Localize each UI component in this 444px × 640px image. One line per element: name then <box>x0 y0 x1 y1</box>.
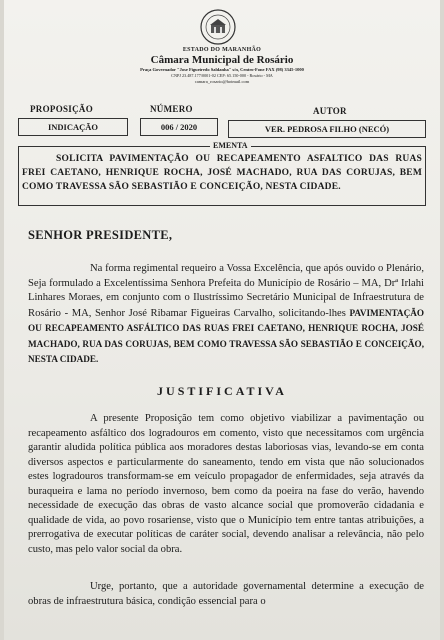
state-name: ESTADO DO MARANHÃO <box>182 47 262 53</box>
chamber-address: Praça Governador "Jose Figueiredo Saldanha" s/n, Centro-Fone FAX (98) 3345-1000 <box>140 67 304 72</box>
ementa-label: EMENTA <box>210 141 251 150</box>
justification-title: JUSTIFICATIVA <box>157 384 287 398</box>
chamber-name: Câmara Municipal de Rosário <box>150 54 294 66</box>
numero-value: 006 / 2020 <box>140 118 218 136</box>
chamber-cnpj: CNPJ 23.487.177/0001-02 CEP: 65.150-000 - Rosário - MA <box>171 73 273 78</box>
request-bold-text: PAVIMENTAÇÃO OU RECAPEAMENTO ASFÁLTICO DAS RUAS FREI CAETANO, HENRIQUE ROCHA, JOSÉ MACHADO, RUA DAS CORUJAS, BEM COMO TRAVESSA SÃO SEBASTIÃO E CONCEIÇÃO, NESTA CIDADE. <box>28 307 424 364</box>
ementa-text: SOLICITA PAVIMENTAÇÃO OU RECAPEAMENTO ASFALTICO DAS RUAS FREI CAETANO, HENRIQUE ROCHA, JOSÉ MACHADO, RUA DAS CORUJAS, BEM COMO TRAVESSA SÃO SEBASTIÃO E CONCEIÇÃO, NESTA CIDADE. <box>22 154 422 192</box>
closing-paragraph: Urge, portanto, que a autoridade governamental determine a execução de obras de infraestrutura básica, condição essencial para o <box>28 581 424 607</box>
autor-label: AUTOR <box>313 106 347 116</box>
proposicao-value: INDICAÇÃO <box>18 118 128 136</box>
proposicao-label: PROPOSIÇÃO <box>30 104 94 114</box>
numero-label: NÚMERO <box>150 104 193 114</box>
chamber-email: camara_rosario@hotmail.com <box>194 79 250 84</box>
autor-value: VER. PEDROSA FILHO (NECÓ) <box>228 120 426 138</box>
request-text: Na forma regimental requeiro a Vossa Excelência, que após ouvido o Plenário, Seja formulado a Excelentíssima Senhora Prefeita do Município de Rosário – MA, Drª Irlahi Linhares Moraes, em conjunto com o Ilustríssimo Secretário Municipal de Infraestrutura de Rosário - MA, Senhor José Ribamar Figueiras Carvalho, solicitando-lhes <box>28 263 424 319</box>
seal-icon <box>199 8 237 46</box>
request-paragraph <box>28 262 424 368</box>
justification-paragraph: A presente Proposição tem como objetivo viabilizar a pavimentação ou recapeamento asfáltico dos logradouros em comento, visto que necessitamos com urgência garantir aludida política pública aos moradores destas laboriosas vias, levando-se em conta diversos aspectos e particularmente do saneamento, tendo em vista que não solucionados estes logradouros transformam-se em veículo propagador de enfermidades, seja através da buraqueira e lama no período invernoso, bem como da poeira na fase do verão, havendo necessidade de execução das obras de vasto alcance social que promoverão cidadania e qualidade de vida, ao povo rosariense, visto que o Município tem entre tantas atribuições, a prerrogativa de executar políticas de caráter social, devendo analisar a relevância, não pelo custo, mas pelo valor social da obra. <box>28 413 424 555</box>
salutation: SENHOR PRESIDENTE, <box>28 228 173 242</box>
